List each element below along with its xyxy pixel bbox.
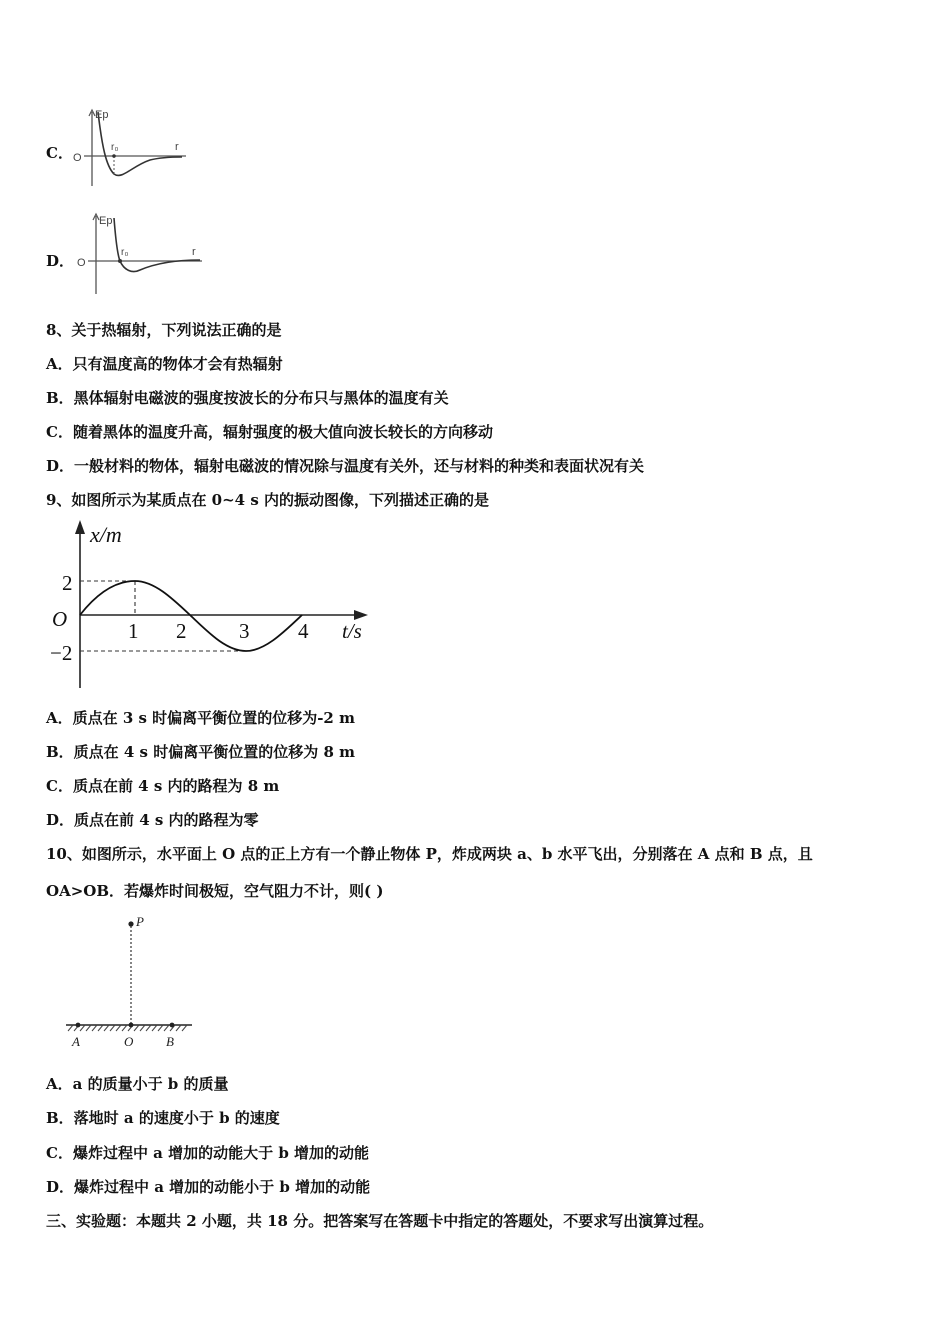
- q9-vibration-graph: [46, 518, 376, 694]
- q9-origin-label: O: [52, 607, 68, 631]
- q7-option-d-label: D．: [46, 252, 75, 270]
- q7d-origin-label: O: [77, 257, 86, 269]
- q8-stem: 8、关于热辐射，下列说法正确的是: [46, 321, 282, 339]
- q7c-r0-label: r₀: [111, 142, 119, 153]
- q10-option-c: C．爆炸过程中 a 增加的动能大于 b 增加的动能: [46, 1144, 370, 1162]
- q7c-ep-label: Ep: [95, 109, 109, 121]
- q8-option-c: C．随着黑体的温度升高，辐射强度的极大值向波长较长的方向移动: [46, 423, 493, 441]
- q10-o-label: O: [124, 1034, 134, 1049]
- q8-option-b: B．黑体辐射电磁波的强度按波长的分布只与黑体的温度有关: [46, 389, 449, 407]
- q9-option-a: A．质点在 3 s 时偏离平衡位置的位移为-2 m: [46, 709, 355, 727]
- q8-option-d: D．一般材料的物体，辐射电磁波的情况除与温度有关外，还与材料的种类和表面状况有关: [46, 457, 645, 475]
- q10-b-label: B: [166, 1034, 174, 1049]
- q9-option-c: C．质点在前 4 s 内的路程为 8 m: [46, 777, 280, 795]
- q9-x-axis-label: t/s: [342, 619, 362, 643]
- q10-explosion-figure: [60, 908, 200, 1050]
- q9-option-d: D．质点在前 4 s 内的路程为零: [46, 811, 259, 829]
- q7d-ep-label: Ep: [99, 215, 113, 227]
- q9-stem: 9、如图所示为某质点在 0~4 s 内的振动图像，下列描述正确的是: [46, 491, 489, 509]
- q7-option-c-label: C．: [46, 144, 73, 162]
- q9-x-tick-4: 4: [298, 619, 309, 643]
- q9-x-tick-1: 1: [128, 619, 139, 643]
- q7-graph-c: [70, 106, 190, 188]
- q9-y-tick-neg2: −2: [50, 641, 73, 665]
- q9-option-b: B．质点在 4 s 时偏离平衡位置的位移为 8 m: [46, 743, 355, 761]
- q10-stem-line2: OA>OB．若爆炸时间极短，空气阻力不计，则( ): [46, 882, 384, 900]
- q9-x-tick-3: 3: [239, 619, 250, 643]
- q7d-r0-label: r₀: [121, 247, 129, 258]
- q10-option-a: A．a 的质量小于 b 的质量: [46, 1075, 229, 1093]
- q10-option-b: B．落地时 a 的速度小于 b 的速度: [46, 1109, 280, 1127]
- q10-p-label: P: [136, 914, 144, 929]
- q10-stem-line1: 10、如图所示，水平面上 O 点的正上方有一个静止物体 P，炸成两块 a、b 水平飞出，分别落在 A 点和 B 点，且: [46, 845, 813, 863]
- q7-graph-d: [74, 210, 206, 296]
- section3-heading: 三、实验题：本题共 2 小题，共 18 分。把答案写在答题卡中指定的答题处，不要求写出演算过程。: [46, 1212, 714, 1230]
- q10-option-d: D．爆炸过程中 a 增加的动能小于 b 增加的动能: [46, 1178, 371, 1196]
- q7c-r-label: r: [175, 141, 179, 153]
- q9-y-tick-2: 2: [62, 571, 73, 595]
- q9-y-axis-label: x/m: [90, 522, 122, 547]
- q9-x-tick-2: 2: [176, 619, 187, 643]
- q7d-r-label: r: [192, 246, 196, 258]
- q10-a-label: A: [72, 1034, 80, 1049]
- q7c-origin-label: O: [73, 152, 82, 164]
- q8-option-a: A．只有温度高的物体才会有热辐射: [46, 355, 283, 373]
